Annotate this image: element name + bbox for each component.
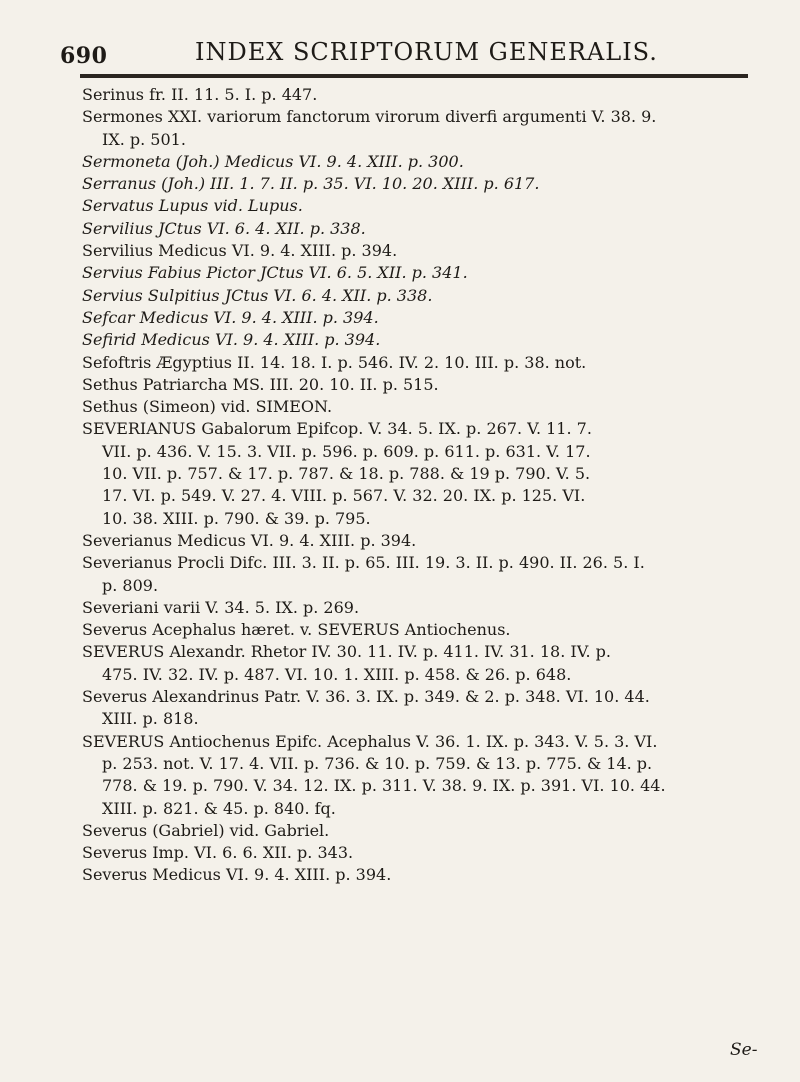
index-entry <box>82 820 768 842</box>
index-entry <box>82 619 768 641</box>
index-entry <box>82 262 768 284</box>
index-entry <box>82 329 768 351</box>
entry-continuation-line: XIII. p. 818. <box>102 709 199 729</box>
entry-continuation-line: IX. p. 501. <box>102 129 186 149</box>
index-entry <box>82 374 768 396</box>
catchword: Se- <box>730 1040 758 1060</box>
entry-continuation-line: 17. VI. p. 549. V. 27. 4. VIII. p. 567. V. 32. 20. IX. p. 125. VI. <box>102 486 586 506</box>
index-entry <box>82 84 768 106</box>
entry-continuation-line: 10. VII. p. 757. & 17. p. 787. & 18. p. 788. & 19 p. 790. V. 5. <box>102 464 591 484</box>
entry-line: Sermoneta (Joh.) Medicus VI. 9. 4. XIII. p. 300. <box>82 151 464 171</box>
index-entry <box>82 686 768 731</box>
entry-line: Severus Acephalus hæret. v. SEVERUS Antiochenus. <box>82 620 511 640</box>
index-entry <box>82 218 768 240</box>
entry-line: SEVERUS Antiochenus Epifc. Acephalus V. 36. 1. IX. p. 343. V. 5. 3. VI. <box>82 731 658 751</box>
entry-line: Serinus fr. II. 11. 5. I. p. 447. <box>82 85 318 104</box>
index-entry <box>82 173 768 195</box>
index-entry <box>82 842 768 864</box>
entry-line: Severianus Procli Difc. III. 3. II. p. 65. III. 19. 3. II. p. 490. II. 26. 5. I. <box>82 553 645 573</box>
header-rule <box>80 74 748 78</box>
index-entry <box>82 151 768 173</box>
index-entry <box>82 396 768 418</box>
entry-line: Servius Fabius Pictor JCtus VI. 6. 5. XII. p. 341. <box>82 263 468 283</box>
entry-continuation-line: 475. IV. 32. IV. p. 487. VI. 10. 1. XIII. p. 458. & 26. p. 648. <box>102 664 572 684</box>
entry-line: Severiani varii V. 34. 5. IX. p. 269. <box>82 597 360 617</box>
index-entry <box>82 731 768 820</box>
entry-line: Serranus (Joh.) III. 1. 7. II. p. 35. VI. 10. 20. XIII. p. 617. <box>82 174 540 194</box>
index-entry <box>82 307 768 329</box>
entry-line: Severus Imp. VI. 6. 6. XII. p. 343. <box>82 843 354 863</box>
index-entry <box>82 641 768 686</box>
page-header <box>0 0 800 80</box>
entry-line: Sefirid Medicus VI. 9. 4. XIII. p. 394. <box>82 330 381 350</box>
entry-line: Sefoftris Ægyptius II. 14. 18. I. p. 546. IV. 2. 10. III. p. 38. not. <box>82 352 587 372</box>
index-entry <box>82 285 768 307</box>
entry-continuation-line: 10. 38. XIII. p. 790. & 39. p. 795. <box>102 508 371 528</box>
index-entries <box>82 84 768 887</box>
entry-continuation-line: 778. & 19. p. 790. V. 34. 12. IX. p. 311. V. 38. 9. IX. p. 391. VI. 10. 44. <box>102 776 666 796</box>
index-entry <box>82 195 768 217</box>
index-entry <box>82 240 768 262</box>
entry-continuation-line: VII. p. 436. V. 15. 3. VII. p. 596. p. 609. p. 611. p. 631. V. 17. <box>102 441 591 461</box>
entry-line: Severus Alexandrinus Patr. V. 36. 3. IX. p. 349. & 2. p. 348. VI. 10. 44. <box>82 687 650 707</box>
index-entry <box>82 552 768 597</box>
entry-line: Servilius JCtus VI. 6. 4. XII. p. 338. <box>82 218 366 238</box>
entry-line: Sethus Patriarcha MS. III. 20. 10. II. p. 515. <box>82 374 439 394</box>
entry-line: Sermones XXI. variorum fanctorum virorum diverfi argumenti V. 38. 9. <box>82 107 657 127</box>
index-entry <box>82 597 768 619</box>
entry-line: SEVERIANUS Gabalorum Epifcop. V. 34. 5. IX. p. 267. V. 11. 7. <box>82 419 592 439</box>
page-number: 690 <box>60 43 108 69</box>
entry-line: Severus Medicus VI. 9. 4. XIII. p. 394. <box>82 865 392 885</box>
entry-continuation-line: p. 809. <box>102 575 159 595</box>
entry-line: Servius Sulpitius JCtus VI. 6. 4. XII. p. 338. <box>82 285 433 305</box>
entry-line: Severianus Medicus VI. 9. 4. XIII. p. 394. <box>82 530 417 550</box>
index-entry <box>82 864 768 886</box>
index-entry <box>82 352 768 374</box>
running-title: INDEX SCRIPTORUM GENERALIS. <box>195 38 658 66</box>
index-entry <box>82 106 768 151</box>
entry-line: Servatus Lupus vid. Lupus. <box>82 196 303 216</box>
entry-line: SEVERUS Alexandr. Rhetor IV. 30. 11. IV. p. 411. IV. 31. 18. IV. p. <box>82 642 611 662</box>
entry-continuation-line: XIII. p. 821. & 45. p. 840. fq. <box>102 798 336 818</box>
entry-line: Severus (Gabriel) vid. Gabriel. <box>82 820 330 840</box>
entry-line: Sethus (Simeon) vid. SIMEON. <box>82 397 333 417</box>
entry-continuation-line: p. 253. not. V. 17. 4. VII. p. 736. & 10. p. 759. & 13. p. 775. & 14. p. <box>102 753 653 773</box>
entry-line: Sefcar Medicus VI. 9. 4. XIII. p. 394. <box>82 307 379 327</box>
entry-line: Servilius Medicus VI. 9. 4. XIII. p. 394. <box>82 241 398 261</box>
index-entry <box>82 530 768 552</box>
index-entry <box>82 418 768 529</box>
